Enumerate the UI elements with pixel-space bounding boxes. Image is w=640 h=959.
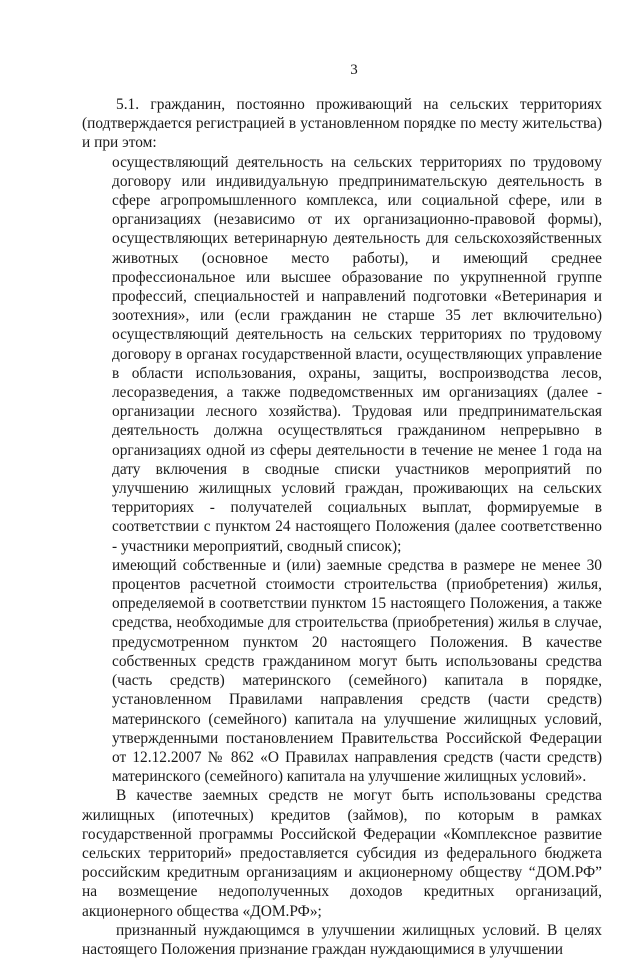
paragraph-5-1: 5.1. гражданин, постоянно проживающий на сельских территориях (подтверждается регистрацией в установленном порядке по месту жительства) и при этом:	[82, 96, 602, 152]
paragraph-employment: осуществляющий деятельность на сельских территориях по трудовому договору или индивидуальную предпринимательскую деятельность в сфере агропромышленного комплекса, или социальной сфере, или в организациях (независимо от их организационно-правовой формы), осуществляющих ветеринарную деятельность для сельскохозяйственных животных (основное место работы), и имеющий среднее профессиональное или высшее образование по укрупненной группе профессий, специальностей и направлений подготовки «Ветеринария и зоотехния», или (если гражданин не старше 35 лет включительно) осуществляющий деятельность на сельских территориях по трудовому договору в органах государственной власти, осуществляющих управление в области использования, охраны, защиты, воспроизводства лесов, лесоразведения, а также подведомственных им организациях (далее - организации лесного хозяйства). Трудовая или предпринимательская деятельность должна осуществляться гражданином непрерывно в организациях одной из сферы деятельности в течение не менее 1 года на дату включения в сводные списки участников мероприятий по улучшению жилищных условий граждан, проживающих на сельских территориях - получателей социальных выплат, формируемые в соответствии с пунктом 24 настоящего Положения (далее соответственно - участники мероприятий, сводный список);	[112, 153, 602, 555]
page-number: 3	[350, 62, 358, 78]
paragraph-loan-funds: В качестве заемных средств не могут быть использованы средства жилищных (ипотечных) кредитов (займов), по которым в рамках государственной программы Российской Федерации «Комплексное развитие сельских территорий» предоставляется субсидия из федерального бюджета российским кредитным организациям и акционерному обществу “ДОМ.РФ” на возмещение недополученных доходов кредитных организаций, акционерного общества «ДОМ.РФ»;	[82, 787, 602, 920]
paragraph-housing-need: признанный нуждающимся в улучшении жилищных условий. В целях настоящего Положения признание граждан нуждающимися в улучшении	[82, 921, 602, 958]
criteria-block	[82, 153, 602, 787]
paragraph-funds: имеющий собственные и (или) заемные средства в размере не менее 30 процентов расчетной стоимости строительства (приобретения) жилья, определяемой в соответствии пунктом 15 настоящего Положения, а также средства, необходимые для строительства (приобретения) жилья в случае, предусмотренном пунктом 20 настоящего Положения. В качестве собственных средств гражданином могут быть использованы средства (часть средств) материнского (семейного) капитала в порядке, установленном Правилами направления средств (части средств) материнского (семейного) капитала на улучшение жилищных условий, утвержденными постановлением Правительства Российской Федерации от 12.12.2007 № 862 «О Правилах направления средств (части средств) материнского (семейного) капитала на улучшение жилищных условий».	[112, 556, 602, 786]
